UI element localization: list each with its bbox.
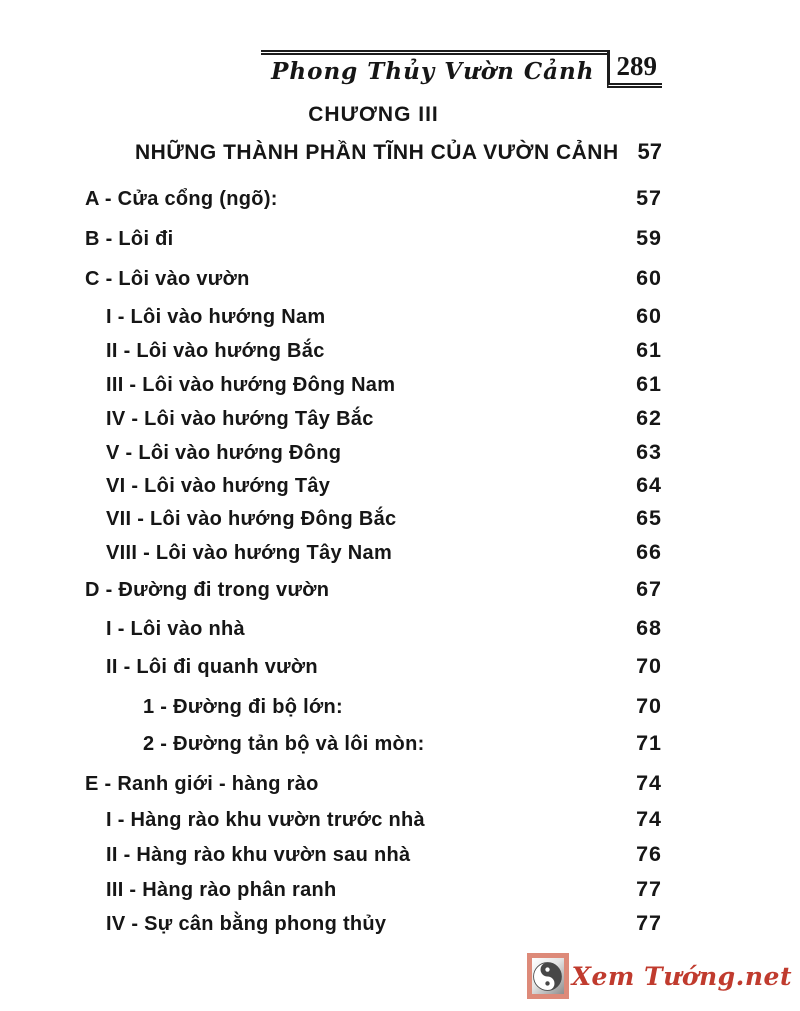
toc-entry-page: 60 [636, 304, 662, 328]
yin-yang-icon [527, 953, 569, 999]
toc-entry-label: II - Hàng rào khu vườn sau nhà [106, 844, 411, 866]
toc-entry-label: I - Lôi vào hướng Nam [106, 306, 326, 328]
toc-entry-page: 63 [636, 440, 662, 464]
toc-entry [85, 406, 662, 431]
toc-entry [85, 694, 662, 719]
toc-entry [85, 372, 662, 397]
chapter-title: NHỮNG THÀNH PHẦN TĨNH CỦA VƯỜN CẢNH [135, 141, 619, 164]
chapter-page: 57 [637, 139, 662, 164]
toc-entry-label: II - Lôi vào hướng Bắc [106, 340, 325, 362]
toc-entry-page: 74 [636, 807, 662, 831]
watermark [527, 953, 792, 999]
toc-entry-page: 77 [636, 911, 662, 935]
toc-entry-label: I - Hàng rào khu vườn trước nhà [106, 809, 425, 831]
toc-entry [85, 771, 662, 796]
toc-entry [85, 877, 662, 902]
toc-entry [85, 506, 662, 531]
toc-entry-page: 76 [636, 842, 662, 866]
toc-entry [85, 338, 662, 363]
chapter-heading: CHƯƠNG III [308, 103, 439, 126]
toc-entry [85, 226, 662, 251]
toc-entry [85, 842, 662, 867]
toc-entry-page: 61 [636, 338, 662, 362]
toc-entry [85, 304, 662, 329]
toc-entry-label: III - Hàng rào phân ranh [106, 879, 337, 901]
page-number: 289 [607, 50, 663, 88]
toc-entry-page: 60 [636, 266, 662, 290]
toc-entry-page: 65 [636, 506, 662, 530]
toc-entry [85, 807, 662, 832]
toc-entry-label: C - Lôi vào vườn [85, 268, 250, 290]
toc-entry [85, 266, 662, 291]
toc-entry [85, 911, 662, 936]
toc-entry-page: 61 [636, 372, 662, 396]
toc-entry-label: I - Lôi vào nhà [106, 618, 245, 640]
toc-entry-label: III - Lôi vào hướng Đông Nam [106, 374, 396, 396]
toc-entry-label: VI - Lôi vào hướng Tây [106, 475, 331, 497]
toc-entry-label: E - Ranh giới - hàng rào [85, 773, 319, 795]
toc-entry [85, 731, 662, 756]
toc-entry [85, 577, 662, 602]
toc-entry-label: D - Đường đi trong vườn [85, 579, 330, 601]
toc-entry-label: IV - Sự cân bằng phong thủy [106, 913, 387, 935]
toc-entry [85, 654, 662, 679]
chapter-title-row [85, 139, 662, 165]
toc-entry-label: A - Cửa cổng (ngõ): [85, 188, 278, 210]
toc-entry [85, 186, 662, 211]
toc-entry-page: 70 [636, 654, 662, 678]
toc-entry-page: 59 [636, 226, 662, 250]
toc-entry-label: B - Lôi đi [85, 228, 174, 250]
toc-entry [85, 616, 662, 641]
toc-entry-page: 71 [636, 731, 662, 755]
toc-entry [85, 473, 662, 498]
toc-entry-page: 68 [636, 616, 662, 640]
toc-entry-label: V - Lôi vào hướng Đông [106, 442, 342, 464]
toc-entry-label: 2 - Đường tản bộ và lôi mòn: [143, 733, 425, 755]
toc-entry-page: 67 [636, 577, 662, 601]
toc-entry-label: VII - Lôi vào hướng Đông Bắc [106, 508, 397, 530]
table-of-contents [85, 0, 662, 1011]
toc-entry-page: 77 [636, 877, 662, 901]
toc-entry [85, 540, 662, 565]
toc-entry [85, 440, 662, 465]
toc-entry-label: 1 - Đường đi bộ lớn: [143, 696, 344, 718]
toc-entry-page: 64 [636, 473, 662, 497]
book-title: Phong Thủy Vườn Cảnh [261, 50, 606, 88]
toc-entry-label: II - Lôi đi quanh vườn [106, 656, 318, 678]
toc-entry-page: 74 [636, 771, 662, 795]
toc-entry-page: 66 [636, 540, 662, 564]
toc-entry-label: IV - Lôi vào hướng Tây Bắc [106, 408, 374, 430]
toc-entry-page: 57 [636, 186, 662, 210]
toc-entry-page: 70 [636, 694, 662, 718]
toc-entry-page: 62 [636, 406, 662, 430]
watermark-site-name: Xem Tướng.net [571, 961, 792, 991]
toc-entry-label: VIII - Lôi vào hướng Tây Nam [106, 542, 393, 564]
